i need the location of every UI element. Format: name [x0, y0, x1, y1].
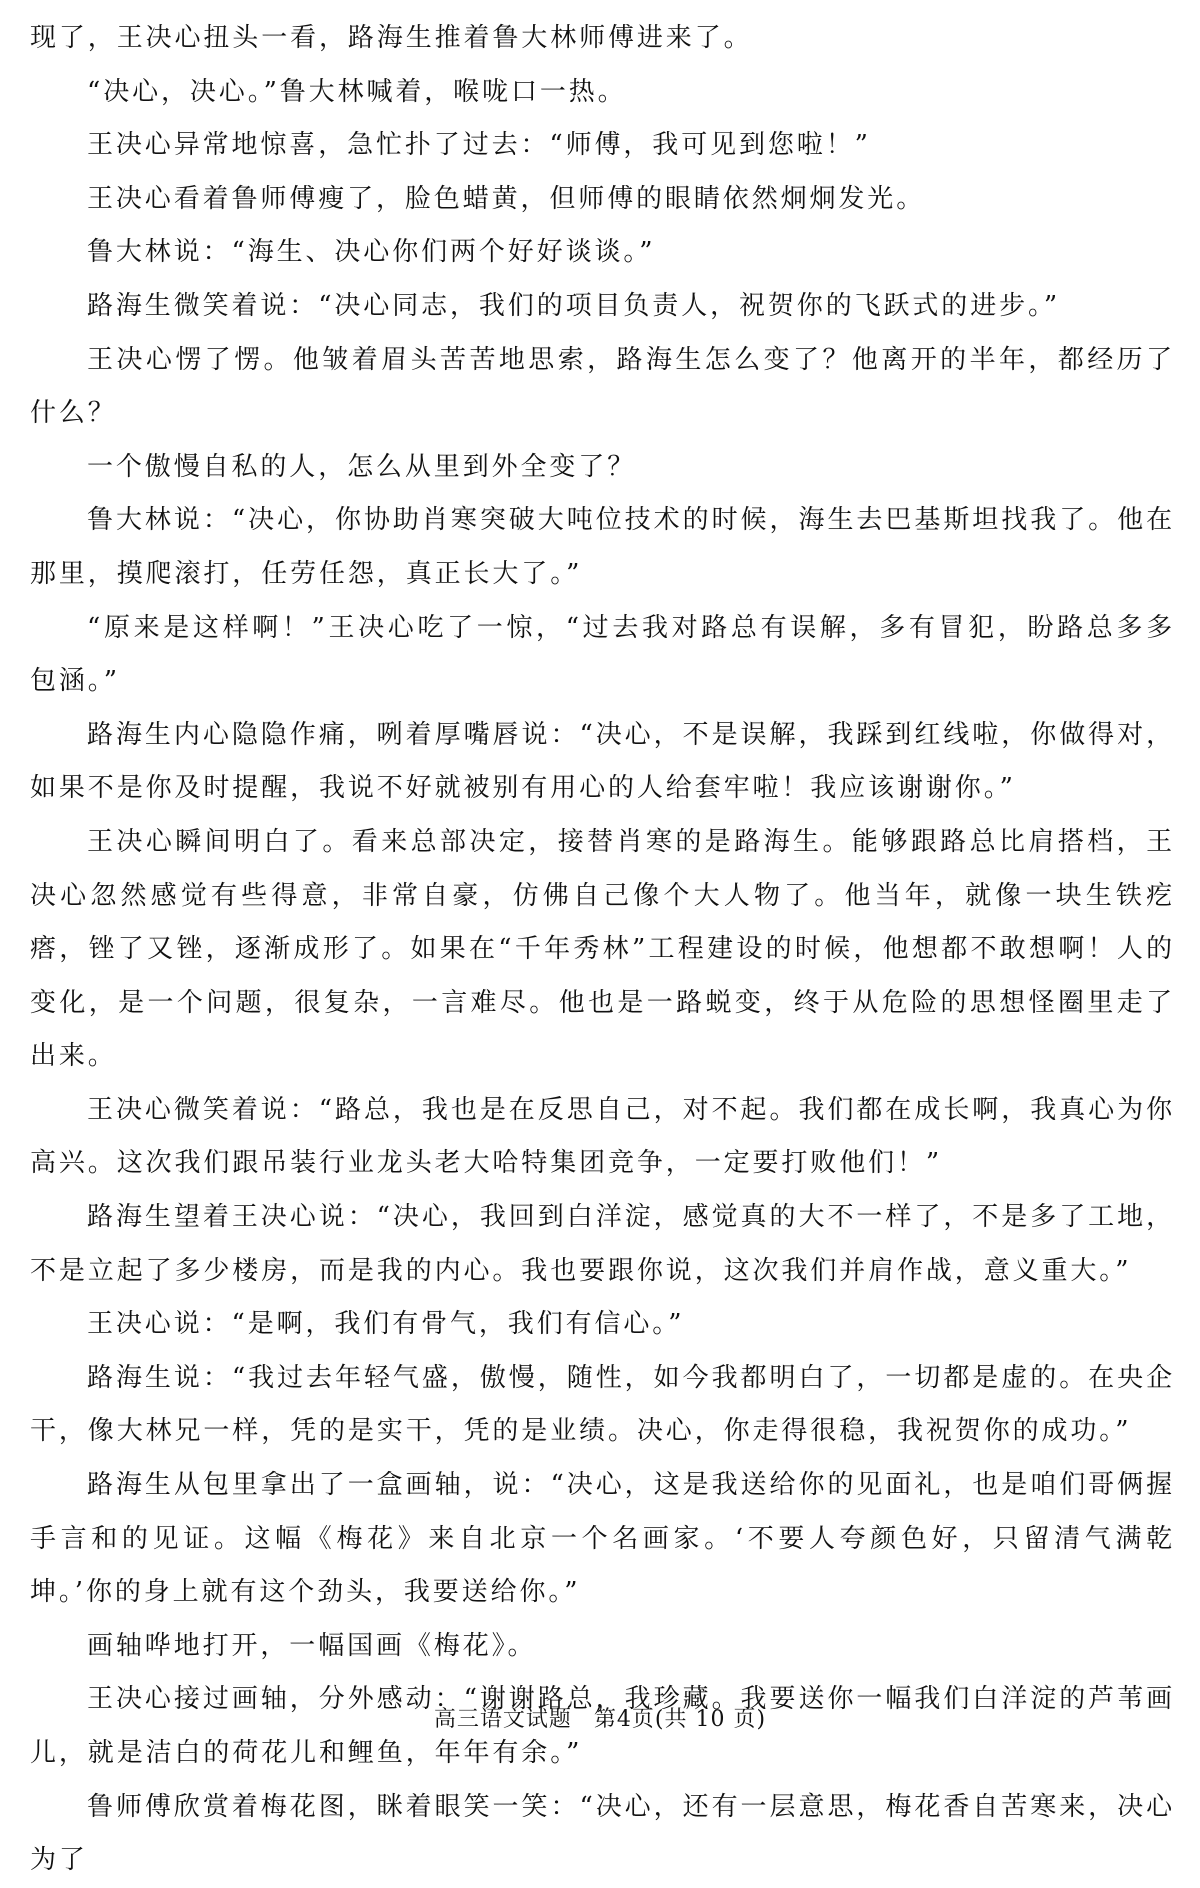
- document-page: [30, 0, 1175, 1876]
- paragraph: “决心，决心。”鲁大林喊着，喉咙口一热。: [87, 76, 627, 107]
- paragraph: 王决心说：“是啊，我们有骨气，我们有信心。”: [87, 1309, 685, 1340]
- paragraph: 路海生说：“我过去年轻气盛，傲慢，随性，如今我都明白了，一切都是虚的。在央企干，像大林兄一样，凭的是实干，凭的是业绩。决心，你走得很稳，我祝贺你的成功。”: [30, 1362, 1175, 1447]
- paragraph: 王决心接过画轴，分外感动：“谢谢路总，我珍藏。我要送你一幅我们白洋淀的芦苇画儿，就是洁白的荷花儿和鲤鱼，年年有余。”: [30, 1684, 1175, 1768]
- paragraph: 王决心瞬间明白了。看来总部决定，接替肖寒的是路海生。能够跟路总比肩搭档，王决心忽然感觉有些得意，非常自豪，仿佛自己像个大人物了。他当年，就像一块生铁疙瘩，锉了又锉，逐渐成形了。如果在“千年秀林”工程建设的时候，他想都不敢想啊！人的变化，是一个问题，很复杂，一言难尽。他也是一路蜕变，终于从危险的思想怪圈里走了出来。: [30, 826, 1175, 1072]
- paragraph: 路海生微笑着说：“决心同志，我们的项目负责人，祝贺你的飞跃式的进步。”: [87, 290, 1061, 321]
- paragraph: 王决心异常地惊喜，急忙扑了过去：“师傅，我可见到您啦！”: [87, 130, 871, 161]
- paragraph: 王决心微笑着说：“路总，我也是在反思自己，对不起。我们都在成长啊，我真心为你高兴。这次我们跟吊装行业龙头老大哈特集团竞争，一定要打败他们！”: [30, 1094, 1175, 1179]
- paragraph: 画轴哗地打开，一幅国画《梅花》。: [87, 1630, 537, 1661]
- paragraph: 王决心愣了愣。他皱着眉头苦苦地思索，路海生怎么变了？他离开的半年，都经历了什么？: [30, 344, 1175, 429]
- body-text: [30, 12, 1175, 1888]
- paragraph: 现了，王决心扭头一看，路海生推着鲁大林师傅进来了。: [30, 23, 753, 53]
- paragraph: 王决心看着鲁师傅瘦了，脸色蜡黄，但师傅的眼睛依然炯炯发光。: [87, 183, 926, 214]
- page-footer: [0, 1702, 1200, 1733]
- exam-title: 高三语文试题: [433, 1707, 572, 1732]
- paragraph: 路海生望着王决心说：“决心，我回到白洋淀，感觉真的大不一样了，不是多了工地，不是立起了多少楼房，而是我的内心。我也要跟你说，这次我们并肩作战，意义重大。”: [30, 1202, 1175, 1286]
- page-number: 第4页(共 10 页): [593, 1707, 767, 1732]
- paragraph: 路海生从包里拿出了一盒画轴，说：“决心，这是我送给你的见面礼，也是咱们哥俩握手言和的见证。这幅《梅花》来自北京一个名画家。‘不要人夸颜色好，只留清气满乾坤。’你的身上就有这个劲头，我要送给你。”: [30, 1470, 1175, 1608]
- paragraph: 鲁大林说：“海生、决心你们两个好好谈谈。”: [87, 237, 656, 268]
- paragraph: 路海生内心隐隐作痛，咧着厚嘴唇说：“决心，不是误解，我踩到红线啦，你做得对，如果不是你及时提醒，我说不好就被别有用心的人给套牢啦！我应该谢谢你。”: [30, 719, 1175, 804]
- paragraph: “原来是这样啊！”王决心吃了一惊，“过去我对路总有误解，多有冒犯，盼路总多多包涵。”: [30, 612, 1175, 697]
- paragraph: 鲁师傅欣赏着梅花图，眯着眼笑一笑：“决心，还有一层意思，梅花香自苦寒来，决心为了: [30, 1791, 1175, 1876]
- paragraph: 一个傲慢自私的人，怎么从里到外全变了？: [87, 451, 637, 482]
- paragraph: 鲁大林说：“决心，你协助肖寒突破大吨位技术的时候，海生去巴基斯坦找我了。他在那里，摸爬滚打，任劳任怨，真正长大了。”: [30, 505, 1175, 589]
